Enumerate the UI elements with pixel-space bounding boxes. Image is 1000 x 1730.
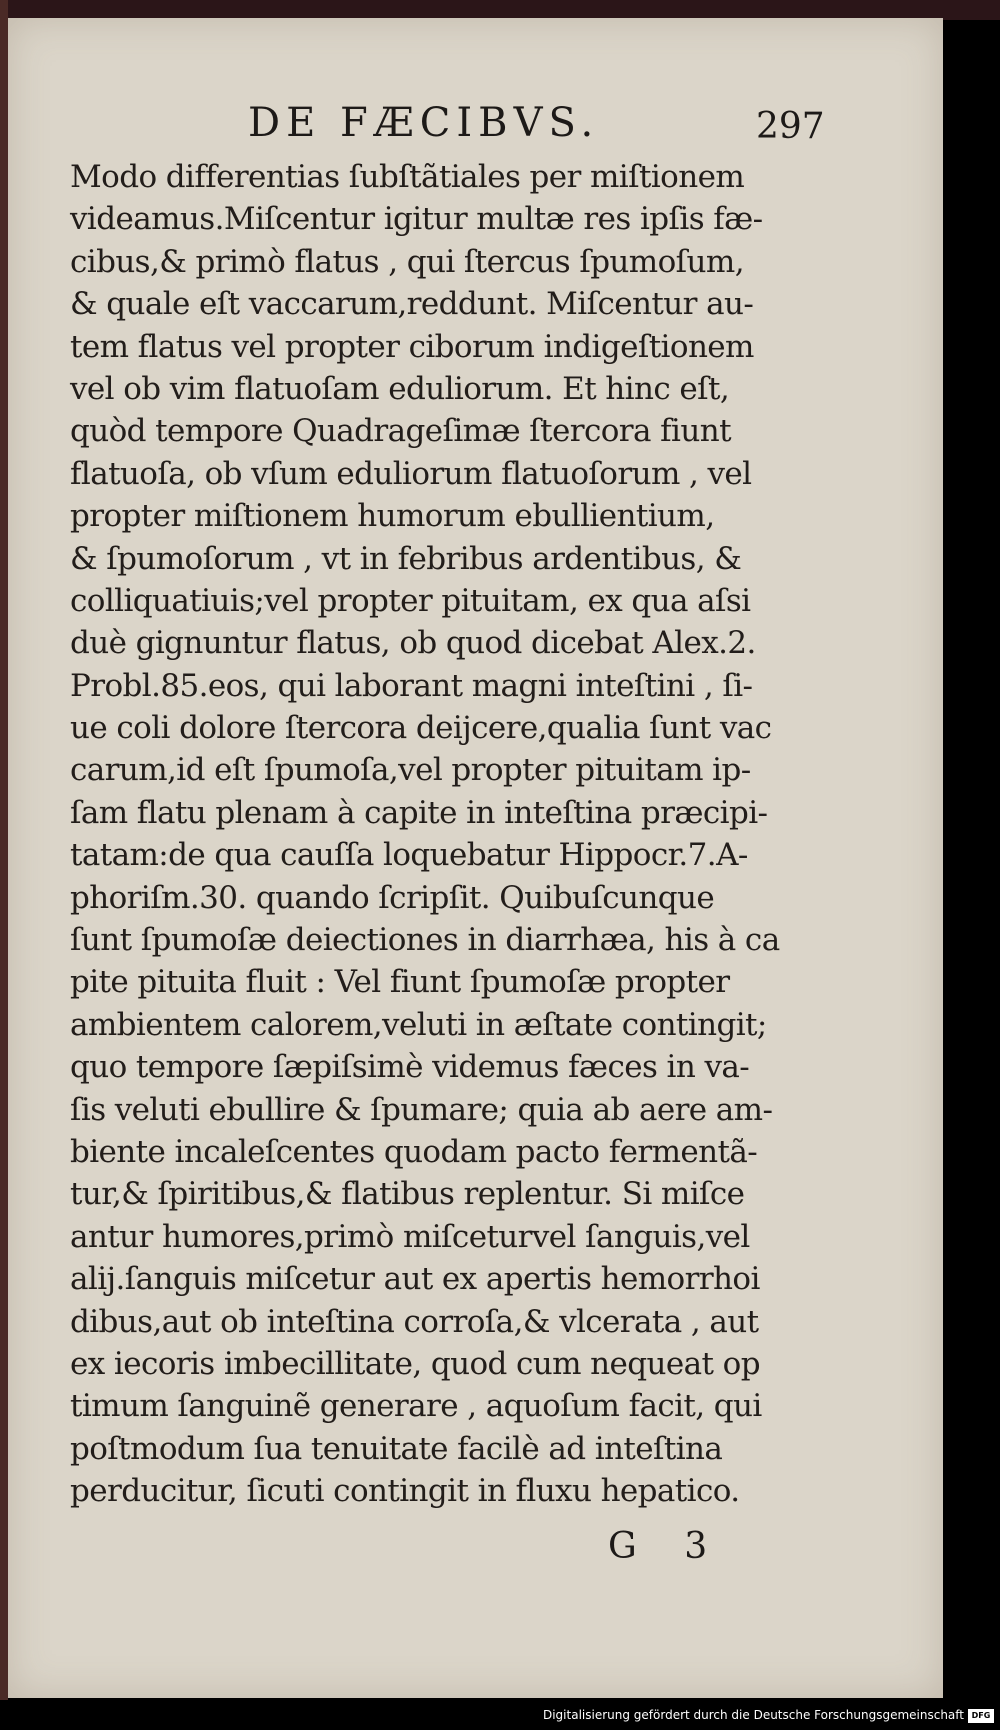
book-page bbox=[8, 18, 943, 1698]
text-line: propter miſtionem humorum ebullientium, bbox=[70, 498, 715, 535]
page-header bbox=[8, 88, 943, 148]
text-line: vel ob vim flatuoſam eduliorum. Et hinc eſt, bbox=[70, 370, 730, 407]
text-line: colliquatiuis;vel propter pituitam, ex qua aſsi bbox=[70, 582, 751, 619]
text-line: pite pituita fluit : Vel fiunt ſpumoſæ propter bbox=[70, 964, 730, 1001]
text-line: alij.ſanguis miſcetur aut ex apertis hemorrhoi bbox=[70, 1261, 760, 1298]
text-line: Probl.85.eos, qui laborant magni inteſtini , ſi- bbox=[70, 667, 753, 704]
text-line: quòd tempore Quadrageſimæ ſtercora fiunt bbox=[70, 413, 731, 450]
signature-mark: G 3 bbox=[608, 1526, 726, 1567]
text-line: tur,& ſpiritibus,& flatibus replentur. Si miſce bbox=[70, 1176, 745, 1213]
text-line: ſis veluti ebullire & ſpumare; quia ab aere am- bbox=[70, 1091, 773, 1128]
text-line: ſam flatu plenam à capite in inteſtina præcipi- bbox=[70, 794, 768, 831]
footer-bar bbox=[0, 1700, 1000, 1730]
text-line: antur humores,primò miſceturvel ſanguis,vel bbox=[70, 1218, 750, 1255]
digitization-credit: Digitalisierung gefördert durch die Deutsche Forschungsgemeinschaft bbox=[542, 1708, 964, 1722]
text-line: ex iecoris imbecillitate, quod cum nequeat op bbox=[70, 1345, 760, 1382]
text-line: cibus,& primò flatus , qui ſtercus ſpumoſum, bbox=[70, 243, 744, 280]
text-line: & quale eſt vaccarum,reddunt. Miſcentur au- bbox=[70, 286, 754, 323]
text-line: dibus,aut ob inteſtina corroſa,& vlcerata , aut bbox=[70, 1303, 759, 1340]
text-line: ſunt ſpumoſæ deiectiones in diarrhæa, his à ca bbox=[70, 922, 780, 959]
text-line: phoriſm.30. quando ſcripſit. Quibuſcunque bbox=[70, 879, 715, 916]
text-line: poſtmodum ſua tenuitate facilè ad inteſtina bbox=[70, 1430, 723, 1467]
text-line: flatuoſa, ob vſum eduliorum flatuoſorum , vel bbox=[70, 455, 752, 492]
body-text bbox=[70, 156, 830, 1513]
book-binding-edge bbox=[0, 0, 8, 1700]
text-line: biente incaleſcentes quodam pacto fermentã- bbox=[70, 1133, 758, 1170]
text-line: tatam:de qua cauſſa loquebatur Hippocr.7.A- bbox=[70, 837, 748, 874]
text-line: ambientem calorem,veluti in æſtate contingit; bbox=[70, 1006, 767, 1043]
text-line: timum ſanguinẽ generare , aquoſum facit, qui bbox=[70, 1388, 762, 1425]
dfg-logo: DFG bbox=[968, 1709, 994, 1723]
text-line: duè gignuntur flatus, ob quod dicebat Alex.2. bbox=[70, 625, 756, 662]
text-line: quo tempore ſæpiſsimè videmus fæces in va- bbox=[70, 1049, 750, 1086]
text-line: carum,id eſt ſpumoſa,vel propter pituitam ip- bbox=[70, 752, 751, 789]
text-line: ue coli dolore ſtercora deijcere,qualia ſunt vac bbox=[70, 710, 772, 747]
text-line: & ſpumoſorum , vt in febribus ardentibus, & bbox=[70, 540, 742, 577]
text-line: videamus.Miſcentur igitur multæ res ipſis fæ- bbox=[70, 201, 763, 238]
text-line: Modo differentias ſubſtãtiales per miſtionem bbox=[70, 159, 745, 195]
scan-top-edge bbox=[0, 0, 1000, 20]
running-title: DE FÆCIBVS. bbox=[248, 100, 600, 146]
text-line: tem flatus vel propter ciborum indigeſtionem bbox=[70, 328, 754, 365]
page-number: 297 bbox=[756, 106, 825, 147]
text-line: perducitur, ſicuti contingit in fluxu hepatico. bbox=[70, 1473, 740, 1510]
